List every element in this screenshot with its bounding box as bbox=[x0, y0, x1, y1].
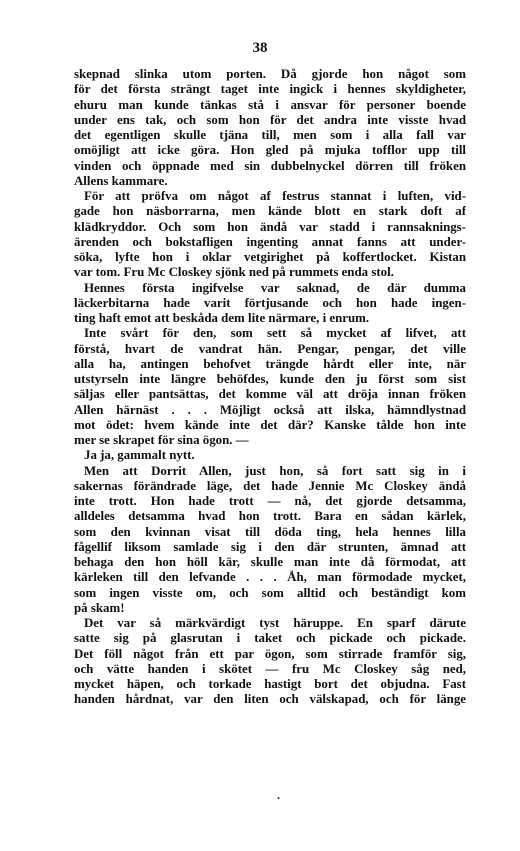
text-line: Det föll något från ett par ögon, som stirrade framför sig, bbox=[74, 646, 466, 661]
text-line: läckerbitarna hade varit förtjusande och hon hade ingen- bbox=[74, 295, 466, 310]
text-line: Ja ja, gammalt nytt. bbox=[84, 448, 195, 463]
text-line: Inte svårt för den, som sett så mycket af lifvet, att bbox=[84, 326, 466, 341]
text-line: ehuru man kunde tänkas stå i ansvar för personer boende bbox=[74, 97, 466, 112]
text-line: på skam! bbox=[74, 600, 125, 615]
text-line: under ens tak, och som hon för det andra inte visste hvad bbox=[74, 112, 466, 127]
text-line: mycket häpen, och torkade hastigt bort det objudna. Fast bbox=[74, 677, 466, 691]
text-line: och vätte handen i skötet — fru Mc Closkey såg ned, bbox=[74, 661, 466, 676]
text-line: sakernas förändrade läge, det hade Jennie Mc Closkey ändå bbox=[74, 478, 466, 493]
text-line: Hennes första ingifvelse var saknad, de där dumma bbox=[84, 280, 466, 295]
page-number: 38 bbox=[252, 40, 268, 56]
text-line: ting haft emot att beskåda dem lite närmare, i enrum. bbox=[74, 311, 370, 325]
text-line: Men att Dorrit Allen, just hon, så fort satt sig in i bbox=[84, 463, 466, 478]
text-line: inte trott. Hon hade trott — nå, det gjorde detsamma, bbox=[74, 494, 466, 508]
text-line: säljas eller pantsättas, det komme väl att dröja innan fröken bbox=[74, 387, 466, 402]
text-line: Allen härnäst . . . Möjligt också att ilska, hämndlystnad bbox=[74, 402, 466, 417]
text-line: För att pröfva om något af festrus stannat i luften, vid- bbox=[84, 189, 466, 203]
text-line: handen hårdnat, var den liten och välskapad, och för länge bbox=[74, 692, 466, 707]
text-line: gade hon näsborrarna, men kände blott en stark doft af bbox=[74, 204, 466, 219]
text-line: klädkryddor. Och som hon ändå var stadd i rannsaknings- bbox=[74, 219, 466, 234]
text-line: alldeles detsamma hvad hon trott. Bara en sådan kärlek, bbox=[74, 509, 466, 524]
text-line: som ingen visste om, och som alltid och beständigt kom bbox=[74, 585, 466, 600]
text-line: för det första strängt taget inte ingick i hennes skyldigheter, bbox=[74, 82, 466, 97]
text-line: mer se skrapet för sina ögon. — bbox=[74, 433, 249, 447]
footer-mark: . bbox=[277, 788, 280, 802]
text-line: Det var så märkvärdigt tyst häruppe. En sparf därute bbox=[84, 616, 466, 630]
text-line: satte sig på glasrutan i taket och pickade och pickade. bbox=[74, 631, 466, 646]
text-line: förstå, hvart de vandrat hän. Pengar, pengar, det ville bbox=[74, 341, 466, 356]
text-line: alla ha, antingen behofvet trängde hårdt eller inte, när bbox=[74, 356, 466, 371]
body-text bbox=[74, 67, 466, 708]
text-line: skepnad slinka utom porten. Då gjorde hon något som bbox=[74, 67, 466, 81]
text-line: mot ödet: hvem kände inte det där? Kanske tålde hon inte bbox=[74, 417, 466, 432]
text-line: omöjligt att icke göra. Hon gled på mjuka tofflor upp till bbox=[74, 143, 466, 158]
text-line: var tom. Fru Mc Closkey sjönk ned på rummets enda stol. bbox=[74, 265, 394, 280]
text-line: utstyrseln inte längre behöfdes, kunde den ju först som sist bbox=[74, 372, 466, 386]
text-line: ärenden och bokstafligen ingenting annat fanns att under- bbox=[74, 234, 466, 249]
text-line: fågellif liksom samlade sig i den där strunten, ämnad att bbox=[74, 539, 466, 554]
text-line: Allens kammare. bbox=[74, 173, 168, 188]
text-line: söka, lyfte hon i oklar vetgirighet på koffertlocket. Kistan bbox=[74, 250, 466, 264]
text-line: som den kvinnan visat till döda ting, hela hennes lilla bbox=[74, 524, 466, 539]
text-line: det egentligen skulle tjäna till, men som i alla fall var bbox=[74, 128, 466, 142]
text-line: vinden och öppnade med sin dubbelnyckel dörren till fröken bbox=[74, 158, 466, 173]
text-line: behaga den hon höll kär, skulle man inte då förmodat, att bbox=[74, 555, 466, 569]
text-line: kärleken till den lefvande . . . Åh, man förmodade mycket, bbox=[74, 570, 466, 585]
